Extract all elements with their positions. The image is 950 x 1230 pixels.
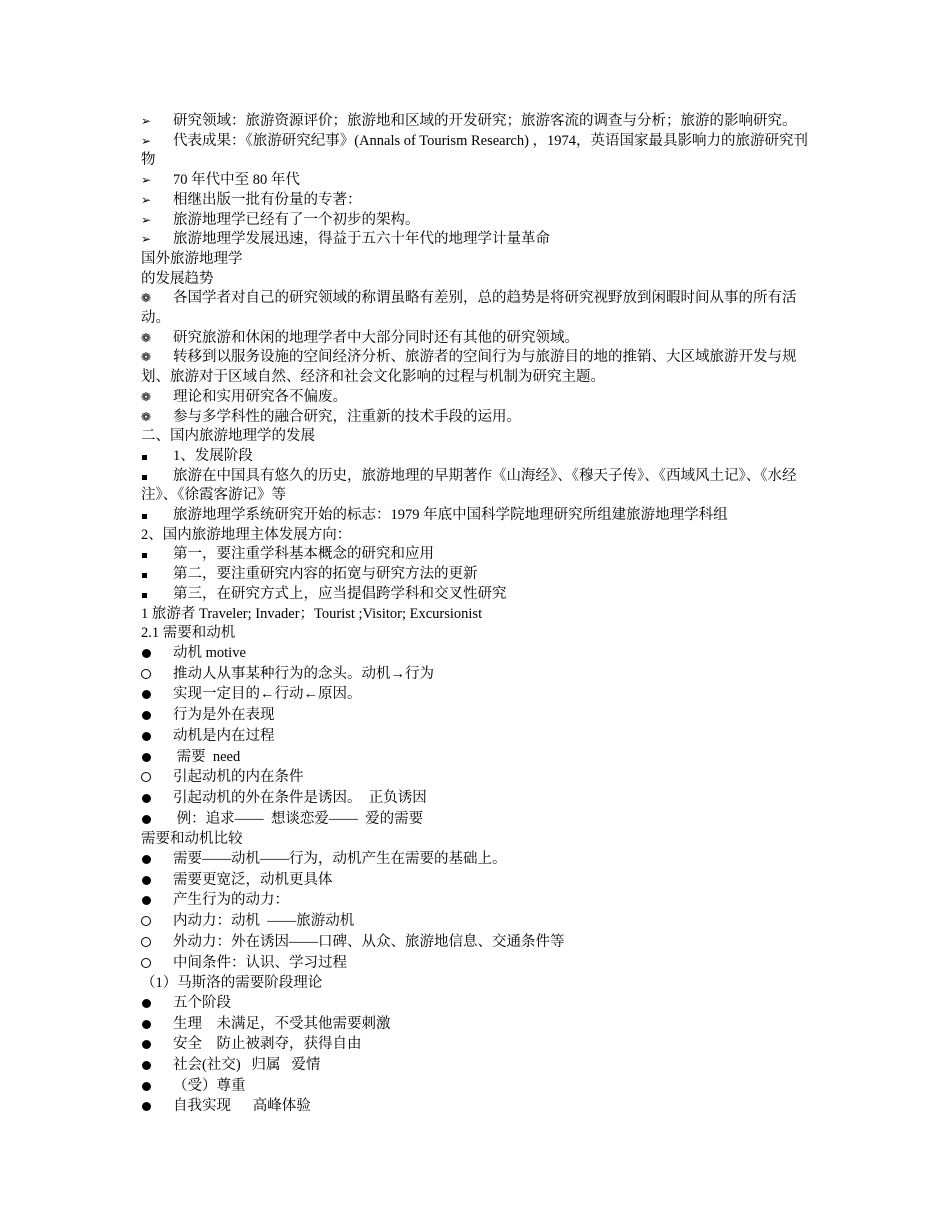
- list-item: [141, 171, 813, 191]
- arrow-bullet-icon: ➢: [141, 133, 152, 148]
- list-item-text: 引起动机的外在条件是诱因。 正负诱因: [173, 789, 427, 806]
- list-item: [141, 388, 813, 408]
- dot-bullet-icon: [141, 1056, 173, 1077]
- list-item: [141, 408, 813, 428]
- list-item-text: 各国学者对自己的研究领域的称谓虽略有差别，总的趋势是将研究视野放到闲暇时间从事的所有活动。: [141, 290, 797, 327]
- list-item: [141, 230, 813, 250]
- arrow-bullet-icon: ➢: [141, 212, 152, 227]
- list-item: [141, 506, 813, 526]
- list-item: [141, 565, 813, 585]
- arrow-bullet-icon: ➢: [141, 173, 152, 188]
- list-item: [141, 132, 813, 171]
- dot-bullet-icon: [141, 748, 173, 769]
- list-item: [141, 1056, 813, 1077]
- list-item: [141, 329, 813, 349]
- sun-bullet-icon: ❁: [141, 330, 152, 345]
- arrow-bullet-icon: ➢: [141, 192, 152, 207]
- list-item: [141, 727, 813, 748]
- ring-bullet-icon: [141, 954, 173, 975]
- list-item-text: 生理 未满足，不受其他需要刺激: [173, 1015, 391, 1032]
- list-item: [141, 447, 813, 467]
- dot-bullet-icon: [141, 850, 173, 871]
- section-heading: 二、国内旅游地理学的发展: [141, 428, 315, 445]
- dot-bullet-icon: [141, 644, 173, 665]
- list-item: [141, 1035, 813, 1056]
- ring-bullet-icon: [141, 912, 173, 933]
- section-heading: 2.1 需要和动机: [141, 625, 236, 642]
- arrow-bullet-icon: ➢: [141, 114, 152, 128]
- list-item-text: 自我实现 高峰体验: [173, 1098, 311, 1115]
- list-item: [141, 467, 813, 506]
- list-item-text: 第三，在研究方式上，应当提倡跨学科和交叉性研究: [173, 585, 507, 602]
- list-item-text: 社会(社交) 归属 爱情: [173, 1057, 321, 1074]
- dot-bullet-icon: [141, 1015, 173, 1036]
- list-item-text: 理论和实用研究各不偏废。: [173, 388, 347, 405]
- dot-bullet-icon: [141, 1035, 173, 1056]
- document-page: [141, 112, 813, 1118]
- list-item-text: 转移到以服务设施的空间经济分析、旅游者的空间行为与旅游目的地的推销、大区域旅游开发与规划、旅游对于区域自然、经济和社会文化影响的过程与机制为研究主题。: [141, 349, 797, 386]
- list-item-text: 引起动机的内在条件: [173, 769, 304, 786]
- list-item-text: 1、发展阶段: [173, 447, 253, 464]
- section-heading: 1 旅游者 Traveler; Invader；Tourist ;Visitor; Excursionist: [141, 605, 483, 622]
- list-item-text: 研究领域：旅游资源评价；旅游地和区域的开发研究；旅游客流的调查与分析；旅游的影响研究。: [173, 113, 797, 129]
- list-item: [141, 1077, 813, 1098]
- list-item-text: 动机是内在过程: [173, 727, 275, 744]
- list-item-text: 产生行为的动力：: [173, 892, 289, 909]
- square-bullet-icon: [141, 447, 173, 467]
- list-item-text: 第一，要注重学科基本概念的研究和应用: [173, 546, 434, 563]
- paragraph: 的发展趋势: [141, 270, 214, 287]
- list-item-text: 旅游地理学发展迅速，得益于五六十年代的地理学计量革命: [173, 231, 550, 248]
- square-bullet-icon: [141, 506, 173, 526]
- dot-bullet-icon: [141, 871, 173, 892]
- list-item: [141, 289, 813, 328]
- list-item: [141, 912, 813, 933]
- dot-bullet-icon: [141, 685, 173, 706]
- list-item-text: 研究旅游和休闲的地理学者中大部分同时还有其他的研究领域。: [173, 329, 579, 346]
- dot-bullet-icon: [141, 1077, 173, 1098]
- list-item-text: 相继出版一批有份量的专著：: [173, 191, 362, 208]
- list-item: [141, 850, 813, 871]
- list-item-text: 安全 防止被剥夺，获得自由: [173, 1036, 362, 1053]
- square-bullet-icon: [141, 467, 173, 487]
- list-item: [141, 789, 813, 810]
- list-item: [141, 585, 813, 605]
- list-item-text: 需要 need: [173, 748, 241, 765]
- list-item-text: （受）尊重: [173, 1077, 246, 1094]
- section-heading: （1）马斯洛的需要阶段理论: [141, 975, 323, 992]
- dot-bullet-icon: [141, 810, 173, 831]
- list-item: [141, 348, 813, 387]
- sun-bullet-icon: ❁: [141, 350, 152, 365]
- paragraph: 国外旅游地理学: [141, 250, 243, 267]
- arrow-bullet-icon: ➢: [141, 232, 152, 247]
- list-item-text: 70 年代中至 80 年代: [173, 172, 300, 189]
- list-item-text: 旅游在中国具有悠久的历史，旅游地理的早期著作《山海经》、《穆天子传》、《西域风土记》、《水经注》、《徐霞客游记》等: [141, 467, 797, 504]
- list-item: [141, 954, 813, 975]
- list-item: [141, 112, 813, 132]
- ring-bullet-icon: [141, 768, 173, 789]
- list-item: [141, 1097, 813, 1118]
- list-item-text: 内动力：动机 ——旅游动机: [173, 913, 355, 930]
- list-item-text: 需要——动机——行为，动机产生在需要的基础上。: [173, 851, 507, 868]
- list-item-text: 外动力：外在诱因——口碑、从众、旅游地信息、交通条件等: [173, 933, 565, 950]
- sun-bullet-icon: ❁: [141, 291, 152, 306]
- dot-bullet-icon: [141, 891, 173, 912]
- sun-bullet-icon: ❁: [141, 409, 152, 424]
- list-item: [141, 933, 813, 954]
- list-item-text: 参与多学科性的融合研究，注重新的技术手段的运用。: [173, 408, 521, 425]
- list-item: [141, 211, 813, 231]
- list-item-text: 五个阶段: [173, 994, 231, 1011]
- list-item: [141, 191, 813, 211]
- list-item: [141, 810, 813, 831]
- ring-bullet-icon: [141, 665, 173, 686]
- section-heading: 需要和动机比较: [141, 831, 243, 848]
- ring-bullet-icon: [141, 933, 173, 954]
- list-item: [141, 748, 813, 769]
- list-item-text: 第二，要注重研究内容的拓宽与研究方法的更新: [173, 566, 478, 583]
- list-item-text: 动机 motive: [173, 644, 246, 661]
- list-item: [141, 768, 813, 789]
- list-item-text: 实现一定目的←行动←原因。: [173, 686, 362, 703]
- square-bullet-icon: [141, 565, 173, 585]
- list-item: [141, 665, 813, 686]
- list-item: [141, 994, 813, 1015]
- list-item: [141, 706, 813, 727]
- dot-bullet-icon: [141, 1097, 173, 1118]
- dot-bullet-icon: [141, 789, 173, 810]
- list-item-text: 例：追求—— 想谈恋爱—— 爱的需要: [173, 810, 424, 827]
- list-item-text: 旅游地理学已经有了一个初步的架构。: [173, 211, 420, 228]
- list-item: [141, 871, 813, 892]
- list-item-text: 旅游地理学系统研究开始的标志：1979 年底中国科学院地理研究所组建旅游地理学科组: [173, 507, 728, 524]
- list-item: [141, 891, 813, 912]
- list-item: [141, 685, 813, 706]
- list-item: [141, 644, 813, 665]
- square-bullet-icon: [141, 585, 173, 605]
- section-heading: 2、国内旅游地理主体发展方向：: [141, 526, 352, 543]
- list-item-text: 代表成果：《旅游研究纪事》(Annals of Tourism Research) ，1974，英语国家最具影响力的旅游研究刊物: [141, 132, 809, 169]
- list-item: [141, 1015, 813, 1036]
- list-item-text: 需要更宽泛，动机更具体: [173, 871, 333, 888]
- dot-bullet-icon: [141, 706, 173, 727]
- sun-bullet-icon: ❁: [141, 389, 152, 404]
- square-bullet-icon: [141, 545, 173, 565]
- dot-bullet-icon: [141, 727, 173, 748]
- list-item-text: 中间条件：认识、学习过程: [173, 954, 347, 971]
- list-item-text: 行为是外在表现: [173, 707, 275, 724]
- dot-bullet-icon: [141, 994, 173, 1015]
- list-item-text: 推动人从事某种行为的念头。动机→行为: [173, 665, 434, 682]
- list-item: [141, 545, 813, 565]
